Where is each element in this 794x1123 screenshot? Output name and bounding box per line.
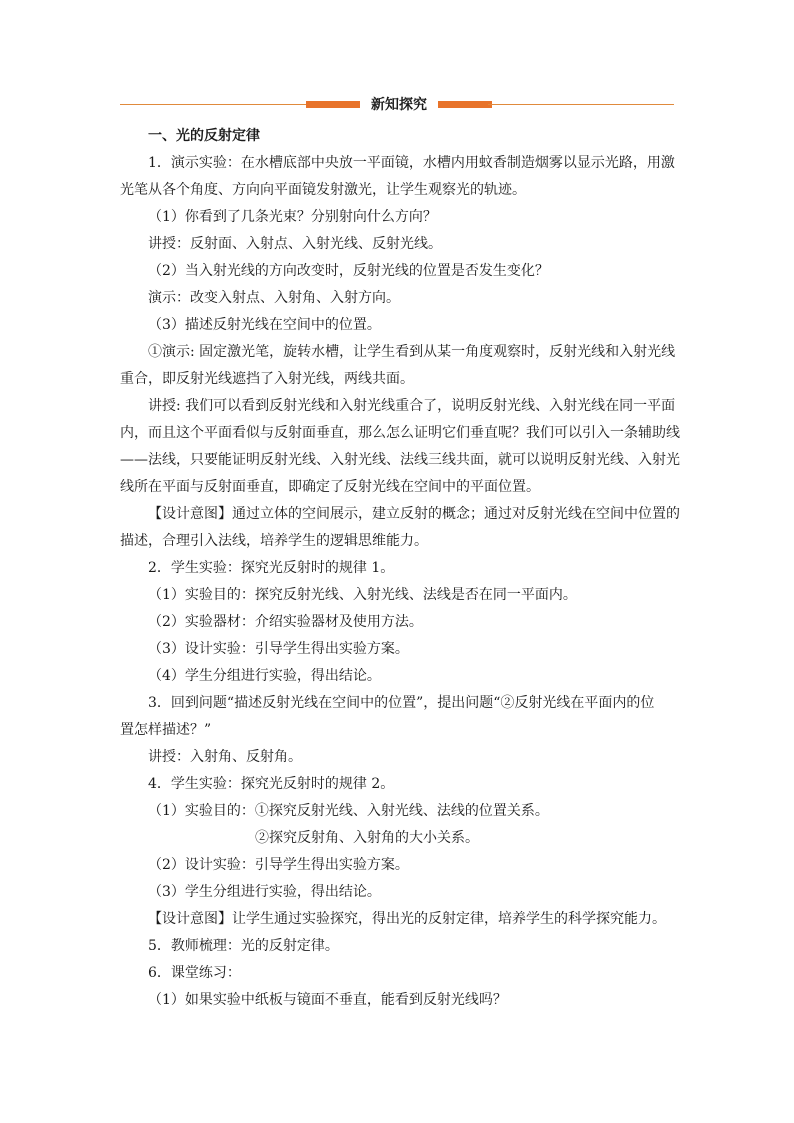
text-line: 【设计意图】通过立体的空间展示，建立反射的概念；通过对反射光线在空间中位置的 bbox=[148, 506, 680, 522]
text-line: ①演示: 固定激光笔，旋转水槽，让学生看到从某一角度观察时，反射光线和入射光线 bbox=[148, 344, 676, 360]
text-line: 光笔从各个角度、方向向平面镜发射激光，让学生观察光的轨迹。 bbox=[120, 182, 526, 198]
text-line: （1）如果实验中纸板与镜面不垂直，能看到反射光线吗？ bbox=[148, 992, 507, 1008]
text-line: 4．学生实验：探究光反射时的规律 2。 bbox=[148, 776, 395, 792]
text-line: ②探究反射角、入射角的大小关系。 bbox=[255, 830, 479, 846]
section-heading: 一、光的反射定律 bbox=[148, 128, 260, 144]
text-line: 2．学生实验：探究光反射时的规律 1。 bbox=[148, 560, 395, 576]
text-line: 讲授：反射面、入射点、入射光线、反射光线。 bbox=[148, 236, 442, 252]
header-rule-left bbox=[120, 104, 306, 105]
text-line: 3．回到问题“描述反射光线在空间中的位置”，提出问题“②反射光线在平面内的位 bbox=[148, 695, 655, 711]
text-line: （1）实验目的：探究反射光线、入射光线、法线是否在同一平面内。 bbox=[148, 587, 577, 603]
section-title: 新知探究 bbox=[371, 97, 427, 113]
text-line: （2）设计实验：引导学生得出实验方案。 bbox=[148, 857, 409, 873]
text-line: （3）学生分组进行实验，得出结论。 bbox=[148, 884, 381, 900]
text-line: 描述，合理引入法线，培养学生的逻辑思维能力。 bbox=[120, 533, 428, 549]
text-line: （3）描述反射光线在空间中的位置。 bbox=[148, 317, 381, 333]
text-line: （1）实验目的：①探究反射光线、入射光线、法线的位置关系。 bbox=[148, 803, 549, 819]
text-line: 【设计意图】让学生通过实验探究，得出光的反射定律，培养学生的科学探究能力。 bbox=[148, 911, 666, 927]
text-line: 线所在平面与反射面垂直，即确定了反射光线在空间中的平面位置。 bbox=[120, 479, 540, 495]
text-line: 1．演示实验：在水槽底部中央放一平面镜，水槽内用蚊香制造烟雾以显示光路，用激 bbox=[148, 155, 675, 171]
text-line: 讲授：入射角、反射角。 bbox=[148, 749, 302, 765]
text-line: 置怎样描述？” bbox=[120, 722, 212, 738]
text-line: 讲授: 我们可以看到反射光线和入射光线重合了，说明反射光线、入射光线在同一平面 bbox=[148, 398, 676, 414]
header-rule-right bbox=[488, 104, 674, 105]
text-line: （3）设计实验：引导学生得出实验方案。 bbox=[148, 641, 409, 657]
text-line: （2）实验器材：介绍实验器材及使用方法。 bbox=[148, 614, 423, 630]
section-header bbox=[120, 95, 674, 115]
text-line: （2）当入射光线的方向改变时，反射光线的位置是否发生变化？ bbox=[148, 263, 549, 279]
text-line: 内，而且这个平面看似与反射面垂直，那么怎么证明它们垂直呢？我们可以引入一条辅助线 bbox=[120, 425, 680, 441]
text-line: （4）学生分组进行实验，得出结论。 bbox=[148, 668, 381, 684]
text-line: 重合，即反射光线遮挡了入射光线，两线共面。 bbox=[120, 371, 414, 387]
header-accent-left bbox=[306, 101, 360, 108]
text-line: （1）你看到了几条光束？分别射向什么方向？ bbox=[148, 209, 437, 225]
text-line: 5．教师梳理：光的反射定律。 bbox=[148, 938, 339, 954]
header-accent-right bbox=[438, 101, 492, 108]
text-line: 6．课堂练习： bbox=[148, 965, 241, 981]
text-line: 演示：改变入射点、入射角、入射方向。 bbox=[148, 290, 400, 306]
document-body bbox=[120, 123, 682, 1014]
text-line: ——法线，只要能证明反射光线、入射光线、法线三线共面，就可以说明反射光线、入射光 bbox=[120, 452, 680, 468]
